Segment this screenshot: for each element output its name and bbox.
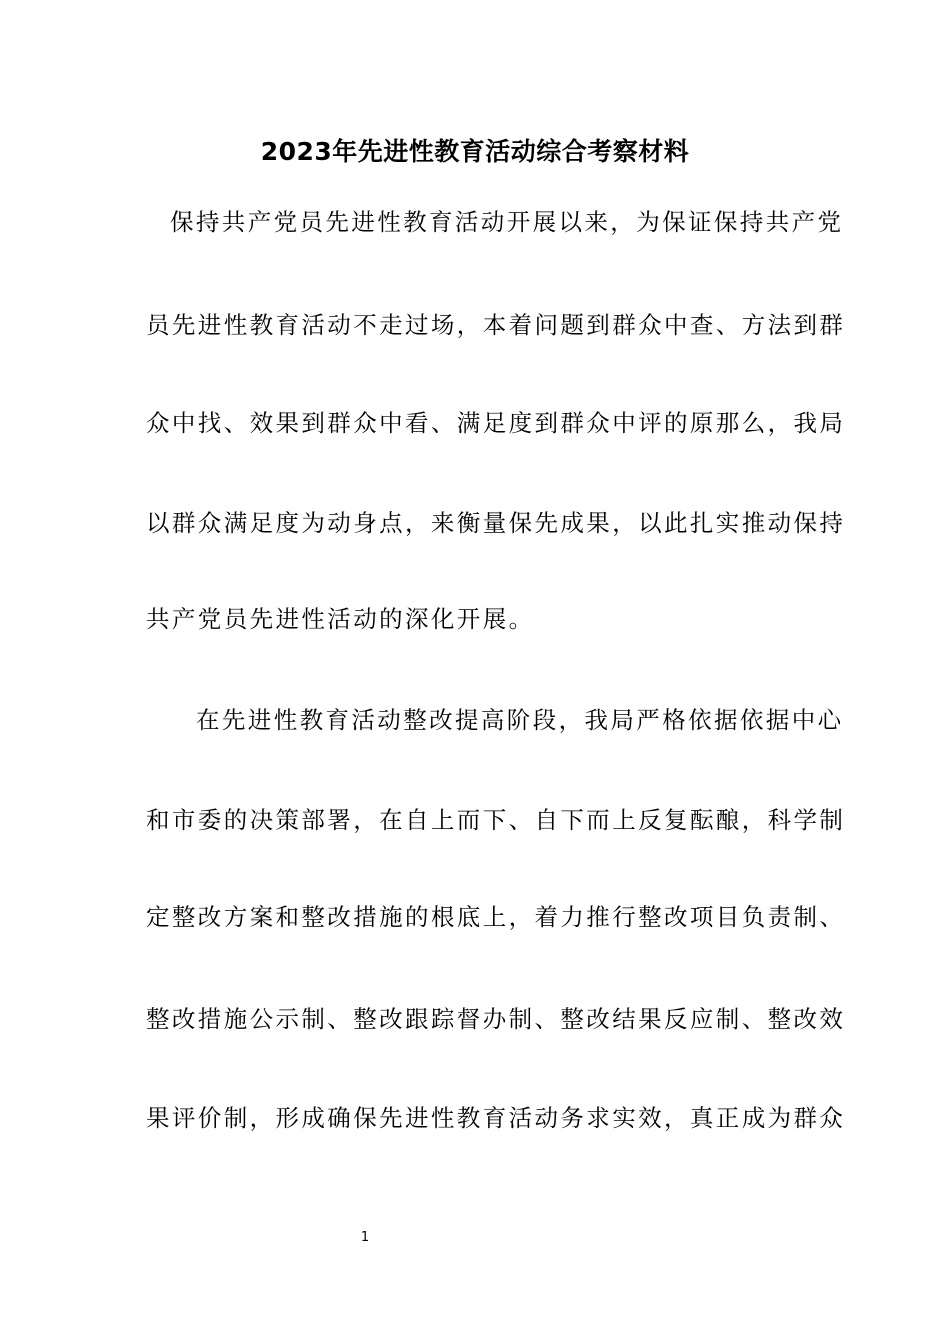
paragraph-2-line-2: 和市委的决策部署，在自上而下、自下而上反复酝酿，科学制 xyxy=(146,806,846,834)
paragraph-2-line-1: 在先进性教育活动整改提高阶段，我局严格依据依据中心 xyxy=(196,706,844,734)
paragraph-2-line-4: 整改措施公示制、整改跟踪督办制、整改结果反应制、整改效 xyxy=(146,1005,846,1033)
page-number: 1 xyxy=(360,1230,370,1245)
paragraph-1-line-2: 员先进性教育活动不走过场，本着问题到群众中查、方法到群 xyxy=(146,311,846,339)
paragraph-1-line-1: 保持共产党员先进性教育活动开展以来，为保证保持共产党 xyxy=(170,208,844,236)
document-title: 2023年先进性教育活动综合考察材料 xyxy=(260,137,690,166)
paragraph-1-line-3: 众中找、效果到群众中看、满足度到群众中评的原那么，我局 xyxy=(146,409,846,437)
paragraph-2-line-3: 定整改方案和整改措施的根底上，着力推行整改项目负责制、 xyxy=(146,903,846,931)
paragraph-2-line-5: 果评价制，形成确保先进性教育活动务求实效，真正成为群众 xyxy=(146,1104,846,1132)
paragraph-1-line-5: 共产党员先进性活动的深化开展。 xyxy=(146,605,535,633)
paragraph-1-line-4: 以群众满足度为动身点，来衡量保先成果，以此扎实推动保持 xyxy=(146,509,846,537)
